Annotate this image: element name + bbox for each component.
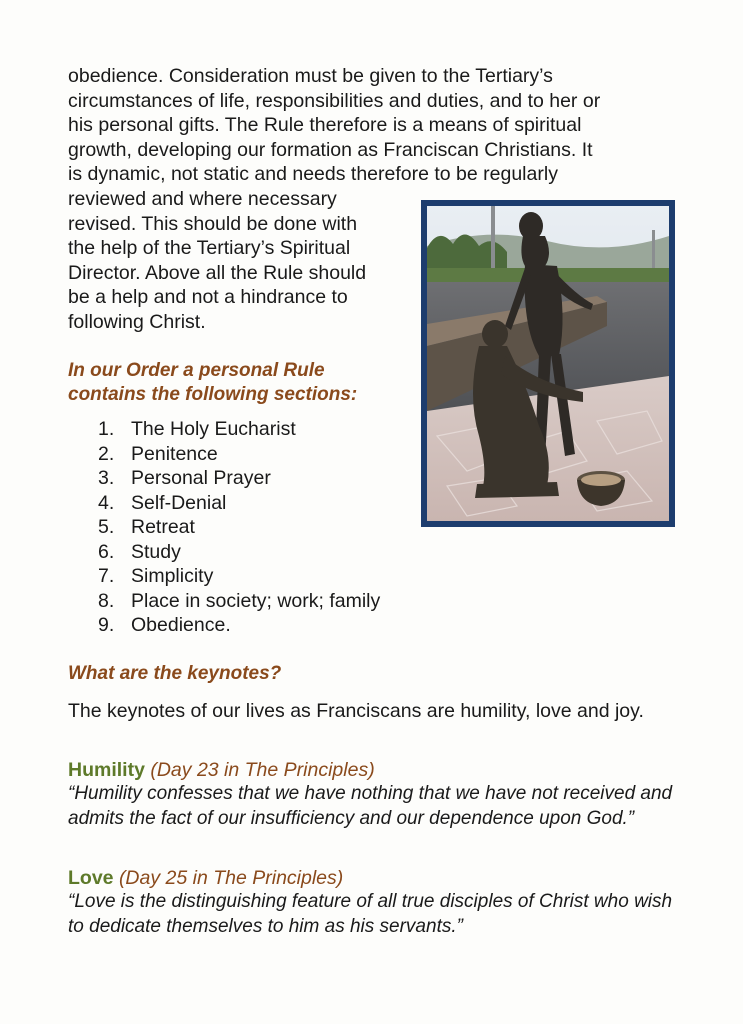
list-number: 8. (98, 589, 115, 612)
intro-line: obedience. Consideration must be given to the Tertiary’s (68, 65, 553, 87)
intro-line: his personal gifts. The Rule therefore is a means of spiritual (68, 114, 582, 136)
intro-line: Director. Above all the Rule should (68, 261, 367, 284)
sections-list (98, 417, 380, 638)
list-label: Obedience. (131, 614, 231, 636)
humility-name: Humility (68, 759, 145, 781)
intro-line: be a help and not a hindrance to (68, 286, 348, 308)
list-item (98, 564, 380, 589)
list-label: Simplicity (131, 565, 214, 587)
keynotes-paragraph: The keynotes of our lives as Franciscans are humility, love and joy. (68, 700, 644, 722)
list-item (98, 515, 380, 540)
intro-line: reviewed and where necessary (68, 188, 337, 210)
list-label: Retreat (131, 516, 195, 538)
intro-line: following Christ. (68, 310, 206, 333)
list-number: 4. (98, 491, 115, 514)
list-label: Personal Prayer (131, 467, 271, 489)
list-number: 2. (98, 442, 115, 465)
intro-paragraph-wrapped (68, 187, 413, 334)
list-number: 3. (98, 467, 115, 489)
list-label: Place in society; work; family (131, 589, 381, 612)
list-item (98, 540, 380, 565)
list-item (98, 442, 380, 467)
intro-line: revised. This should be done with (68, 212, 358, 235)
intro-paragraph (68, 64, 678, 187)
bronze-statue-photo (427, 206, 669, 521)
statue-photo (421, 200, 675, 527)
humility-quote: “Humility confesses that we have nothing that we have not received and admits the fact of our insufficiency and our dependence upon God.” (68, 783, 673, 829)
list-label: The Holy Eucharist (131, 418, 296, 440)
love-name: Love (68, 867, 114, 889)
sections-heading-line: In our Order a personal Rule (68, 360, 325, 381)
love-heading (68, 866, 343, 890)
list-label: Study (131, 540, 181, 563)
list-number: 7. (98, 565, 115, 587)
list-label: Penitence (131, 442, 218, 465)
list-number: 9. (98, 614, 115, 636)
love-quote: “Love is the distinguishing feature of all true disciples of Christ who wish to dedicate themselves to him as his servants.” (68, 891, 673, 937)
intro-line: growth, developing our formation as Franciscan Christians. It (68, 138, 593, 161)
humility-reference: (Day 23 in The Principles) (150, 759, 375, 781)
sections-heading (68, 359, 428, 407)
keynotes-heading: What are the keynotes? (68, 663, 282, 684)
list-item (98, 613, 380, 638)
list-item (98, 589, 380, 614)
love-reference: (Day 25 in The Principles) (118, 867, 344, 889)
list-item (98, 417, 380, 442)
humility-heading (68, 758, 375, 782)
list-number: 1. (98, 418, 115, 440)
list-number: 6. (98, 540, 115, 563)
intro-line: is dynamic, not static and needs therefore to be regularly (68, 163, 558, 185)
list-item (98, 466, 380, 491)
sections-heading-line: contains the following sections: (68, 384, 358, 405)
list-label: Self-Denial (131, 491, 227, 514)
list-number: 5. (98, 516, 115, 538)
list-item (98, 491, 380, 516)
intro-line: circumstances of life, responsibilities and duties, and to her or (68, 89, 601, 112)
intro-line: the help of the Tertiary’s Spiritual (68, 237, 351, 259)
